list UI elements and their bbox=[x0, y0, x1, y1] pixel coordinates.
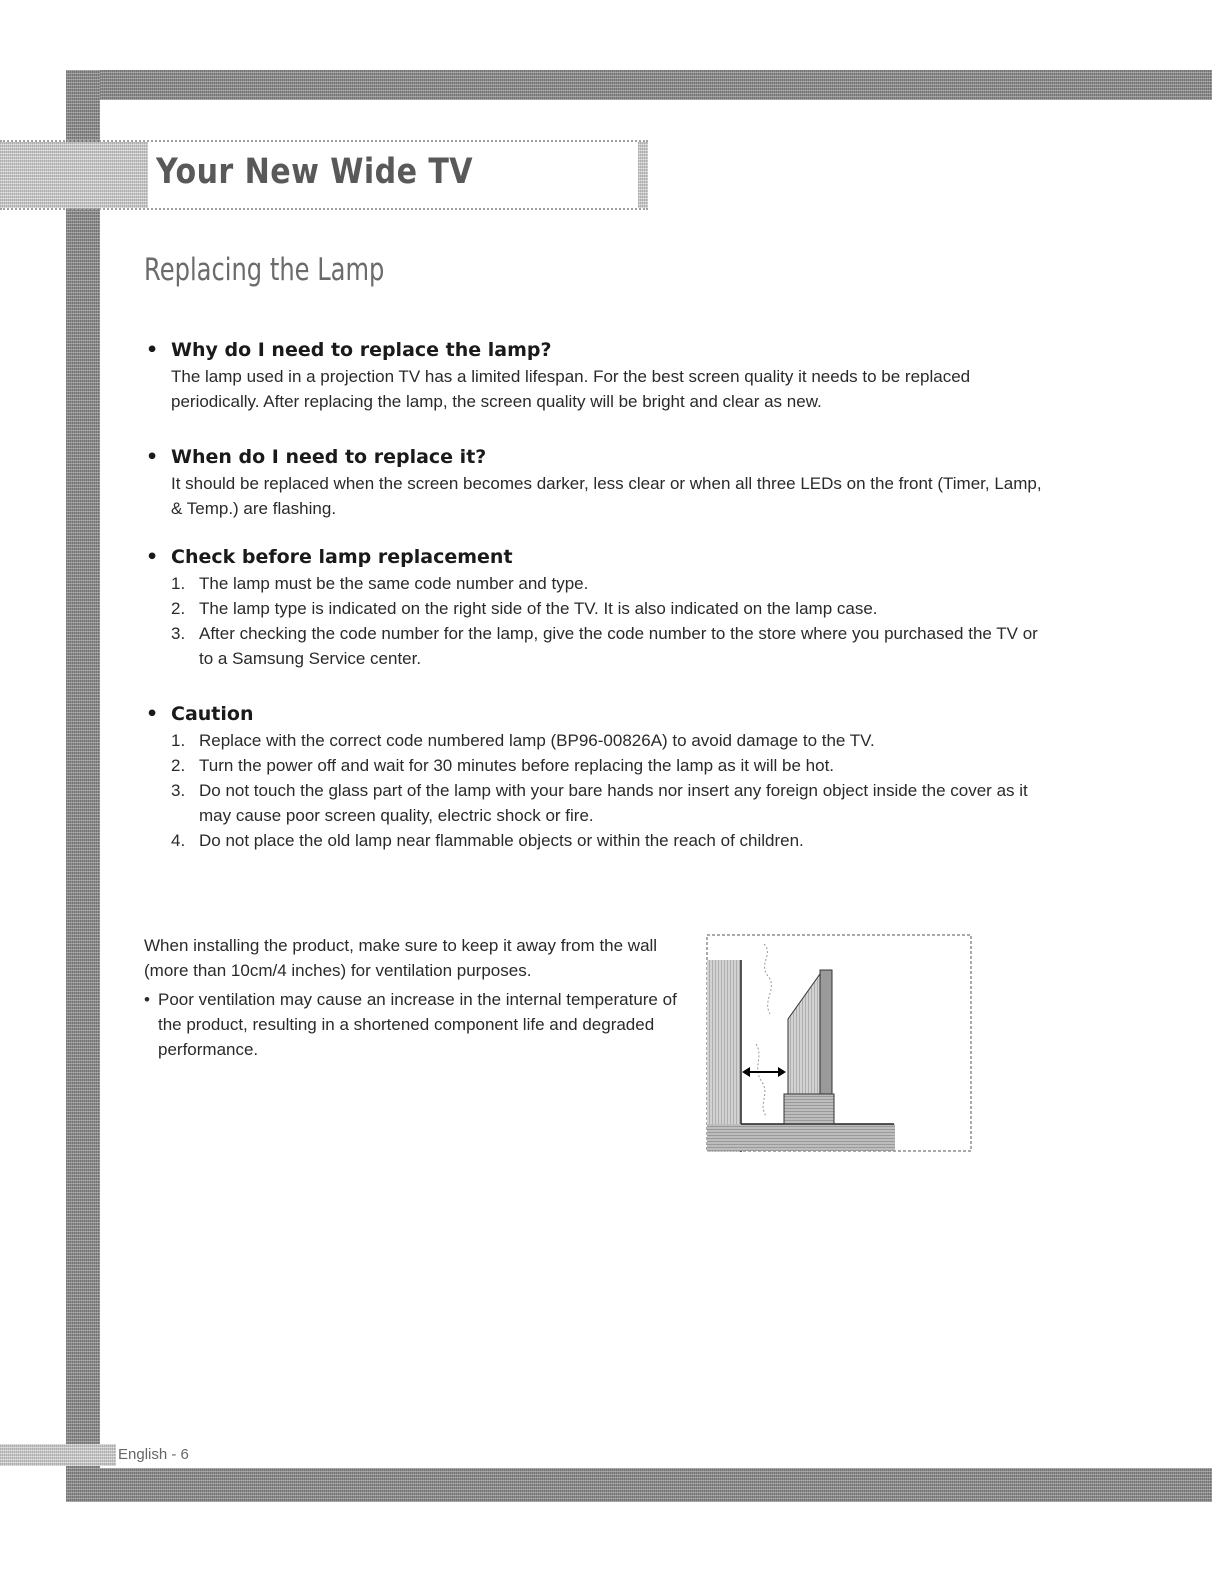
faq-when-replace bbox=[146, 445, 1056, 521]
bullet-icon: • bbox=[146, 703, 159, 725]
list-item bbox=[171, 728, 1056, 753]
list-text: Do not touch the glass part of the lamp with your bare hands nor insert any foreign object inside the cover as it may cause poor screen quality, electric shock or fire. bbox=[199, 781, 1028, 825]
faq-caution bbox=[146, 702, 1056, 853]
faq-question-text: Caution bbox=[171, 703, 254, 725]
faq-question-text: Why do I need to replace the lamp? bbox=[171, 339, 552, 361]
section-title: Replacing the Lamp bbox=[144, 252, 385, 288]
clearance-arrow-icon bbox=[742, 1067, 786, 1077]
floor-icon bbox=[707, 1124, 895, 1151]
wall-icon bbox=[707, 960, 741, 1152]
list-number: 2. bbox=[171, 756, 186, 775]
list-text: Replace with the correct code numbered lamp (BP96-00826A) to avoid damage to the TV. bbox=[199, 731, 875, 750]
list-text: Do not place the old lamp near flammable objects or within the reach of children. bbox=[199, 831, 804, 850]
header-stripe-pattern bbox=[0, 142, 148, 208]
wall-clearance-illustration bbox=[706, 934, 972, 1152]
list-text: Turn the power off and wait for 30 minutes before replacing the lamp as it will be hot. bbox=[199, 756, 835, 775]
airflow-icon bbox=[756, 1044, 766, 1116]
bottom-decorative-band bbox=[66, 1468, 1212, 1502]
ventilation-section bbox=[144, 933, 684, 1062]
list-item bbox=[171, 828, 1056, 853]
bullet-icon: • bbox=[144, 990, 150, 1009]
bullet-icon: • bbox=[146, 339, 159, 361]
faq-question-text: When do I need to replace it? bbox=[171, 446, 487, 468]
faq-answer: It should be replaced when the screen becomes darker, less clear or when all three LEDs on the front (Timer, Lamp, & Temp.) are flashing. bbox=[171, 474, 1042, 518]
header-edge-pattern bbox=[638, 142, 648, 208]
list-text: The lamp must be the same code number and type. bbox=[199, 574, 589, 593]
list-item bbox=[171, 621, 1056, 671]
list-number: 2. bbox=[171, 599, 186, 618]
faq-question bbox=[146, 545, 1056, 569]
chapter-header bbox=[0, 140, 648, 210]
check-list bbox=[171, 571, 1056, 671]
list-item bbox=[171, 571, 1056, 596]
airflow-icon bbox=[764, 944, 771, 1014]
tv-icon bbox=[784, 970, 834, 1124]
top-decorative-band bbox=[66, 70, 1212, 100]
list-number: 1. bbox=[171, 574, 186, 593]
faq-question bbox=[146, 702, 1056, 726]
list-number: 1. bbox=[171, 731, 186, 750]
ventilation-note bbox=[144, 987, 684, 1062]
faq-question-text: Check before lamp replacement bbox=[171, 546, 513, 568]
faq-answer: The lamp used in a projection TV has a limited lifespan. For the best screen quality it needs to be replaced periodically. After replacing the lamp, the screen quality will be bright and clear as new. bbox=[171, 367, 971, 411]
chapter-title: Your New Wide TV bbox=[156, 152, 474, 192]
faq-question bbox=[146, 445, 1056, 469]
faq-question bbox=[146, 338, 1056, 362]
ventilation-note-text: Poor ventilation may cause an increase in the internal temperature of the product, resulting in a shortened component life and degraded performance. bbox=[158, 990, 677, 1059]
list-item bbox=[171, 596, 1056, 621]
footer-stripe-pattern bbox=[0, 1444, 116, 1466]
list-item bbox=[171, 778, 1056, 828]
faq-check-before bbox=[146, 545, 1056, 671]
list-number: 4. bbox=[171, 831, 186, 850]
list-text: After checking the code number for the lamp, give the code number to the store where you purchased the TV or to a Samsung Service center. bbox=[199, 624, 1038, 668]
list-text: The lamp type is indicated on the right side of the TV. It is also indicated on the lamp case. bbox=[199, 599, 878, 618]
page-number: English - 6 bbox=[118, 1446, 189, 1463]
illustration-frame bbox=[707, 935, 971, 1151]
list-number: 3. bbox=[171, 781, 186, 800]
list-number: 3. bbox=[171, 624, 186, 643]
list-item bbox=[171, 753, 1056, 778]
caution-list bbox=[171, 728, 1056, 853]
bullet-icon: • bbox=[146, 546, 159, 568]
left-decorative-band bbox=[66, 70, 100, 1502]
ventilation-text: When installing the product, make sure to keep it away from the wall (more than 10cm/4 inches) for ventilation purposes. bbox=[144, 936, 658, 980]
bullet-icon: • bbox=[146, 446, 159, 468]
faq-why-replace bbox=[146, 338, 1056, 414]
